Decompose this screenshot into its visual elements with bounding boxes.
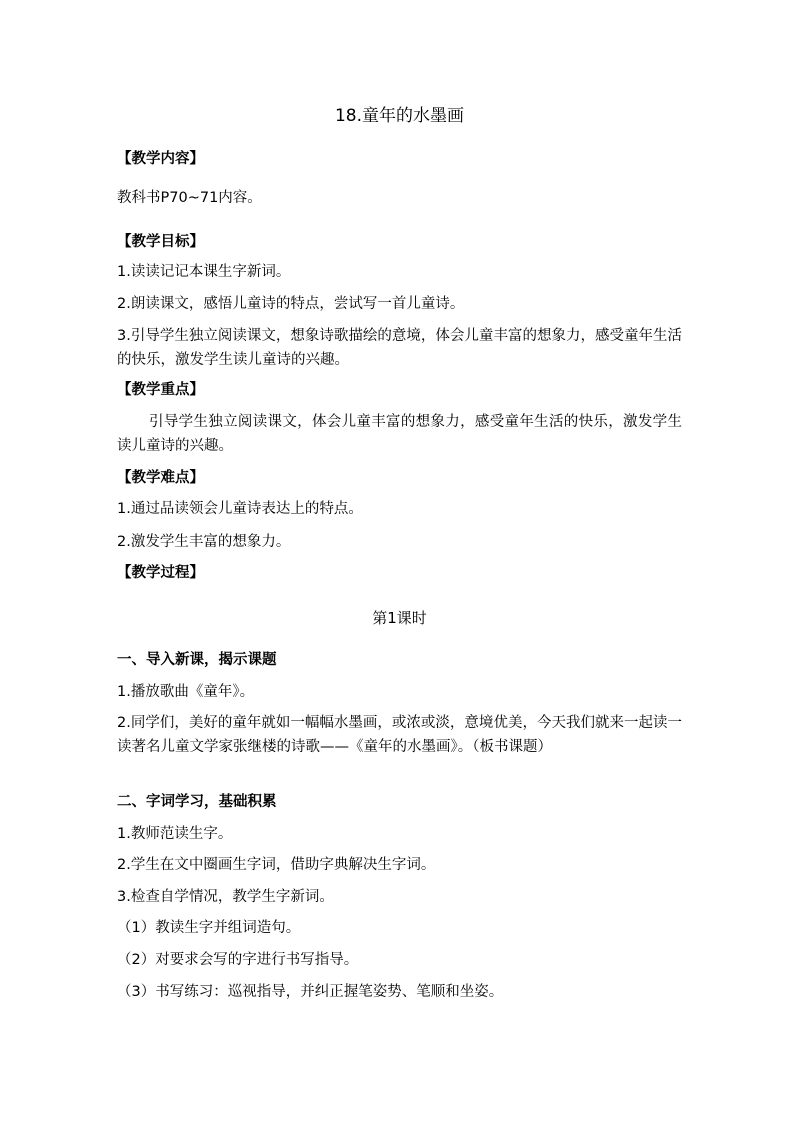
difficulty-item: 1.通过品读领会儿童诗表达上的特点。 <box>117 501 363 517</box>
step2-item: 3.检查自学情况，教学生字新词。 <box>117 889 334 905</box>
step2-item: （3）书写练习：巡视指导，并纠正握笔姿势、笔顺和坐姿。 <box>117 984 504 1000</box>
step2-heading: 二、字词学习，基础积累 <box>117 794 277 810</box>
content-heading: 【教学内容】 <box>117 151 204 167</box>
document-page <box>117 0 682 1123</box>
key-text: 引导学生独立阅读课文，体会儿童丰富的想象力，感受童年生活的快乐，激发学生读儿童诗的兴趣。 <box>117 414 682 454</box>
step2-item: （1）教读生字并组词造句。 <box>117 920 301 936</box>
difficulty-item: 2.激发学生丰富的想象力。 <box>117 534 291 550</box>
step1-heading: 一、导入新课，揭示课题 <box>117 652 277 668</box>
goals-heading: 【教学目标】 <box>117 234 204 250</box>
step1-item: 2.同学们，美好的童年就如一幅幅水墨画，或浓或淡，意境优美，今天我们就来一起读一读著名儿童文学家张继楼的诗歌——《童年的水墨画》。（板书课题） <box>117 715 682 755</box>
difficulty-heading: 【教学难点】 <box>117 470 204 486</box>
goal-item: 2.朗读课文，感悟儿童诗的特点，尝试写一首儿童诗。 <box>117 296 465 312</box>
step2-item: （2）对要求会写的字进行书写指导。 <box>117 952 359 968</box>
step1-item: 1.播放歌曲《童年》。 <box>117 684 255 700</box>
content-text: 教科书P70~71内容。 <box>117 190 262 206</box>
page-title: 18.童年的水墨画 <box>334 106 465 126</box>
session-title: 第1课时 <box>372 609 427 627</box>
step2-item: 1.教师范读生字。 <box>117 826 233 842</box>
process-heading: 【教学过程】 <box>117 565 204 581</box>
step2-item: 2.学生在文中圈画生字词，借助字典解决生字词。 <box>117 857 436 873</box>
goal-item: 1.读读记记本课生字新词。 <box>117 264 291 280</box>
key-heading: 【教学重点】 <box>117 382 204 398</box>
goal-item: 3.引导学生独立阅读课文，想象诗歌描绘的意境，体会儿童丰富的想象力，感受童年生活的快乐，激发学生读儿童诗的兴趣。 <box>117 328 682 368</box>
